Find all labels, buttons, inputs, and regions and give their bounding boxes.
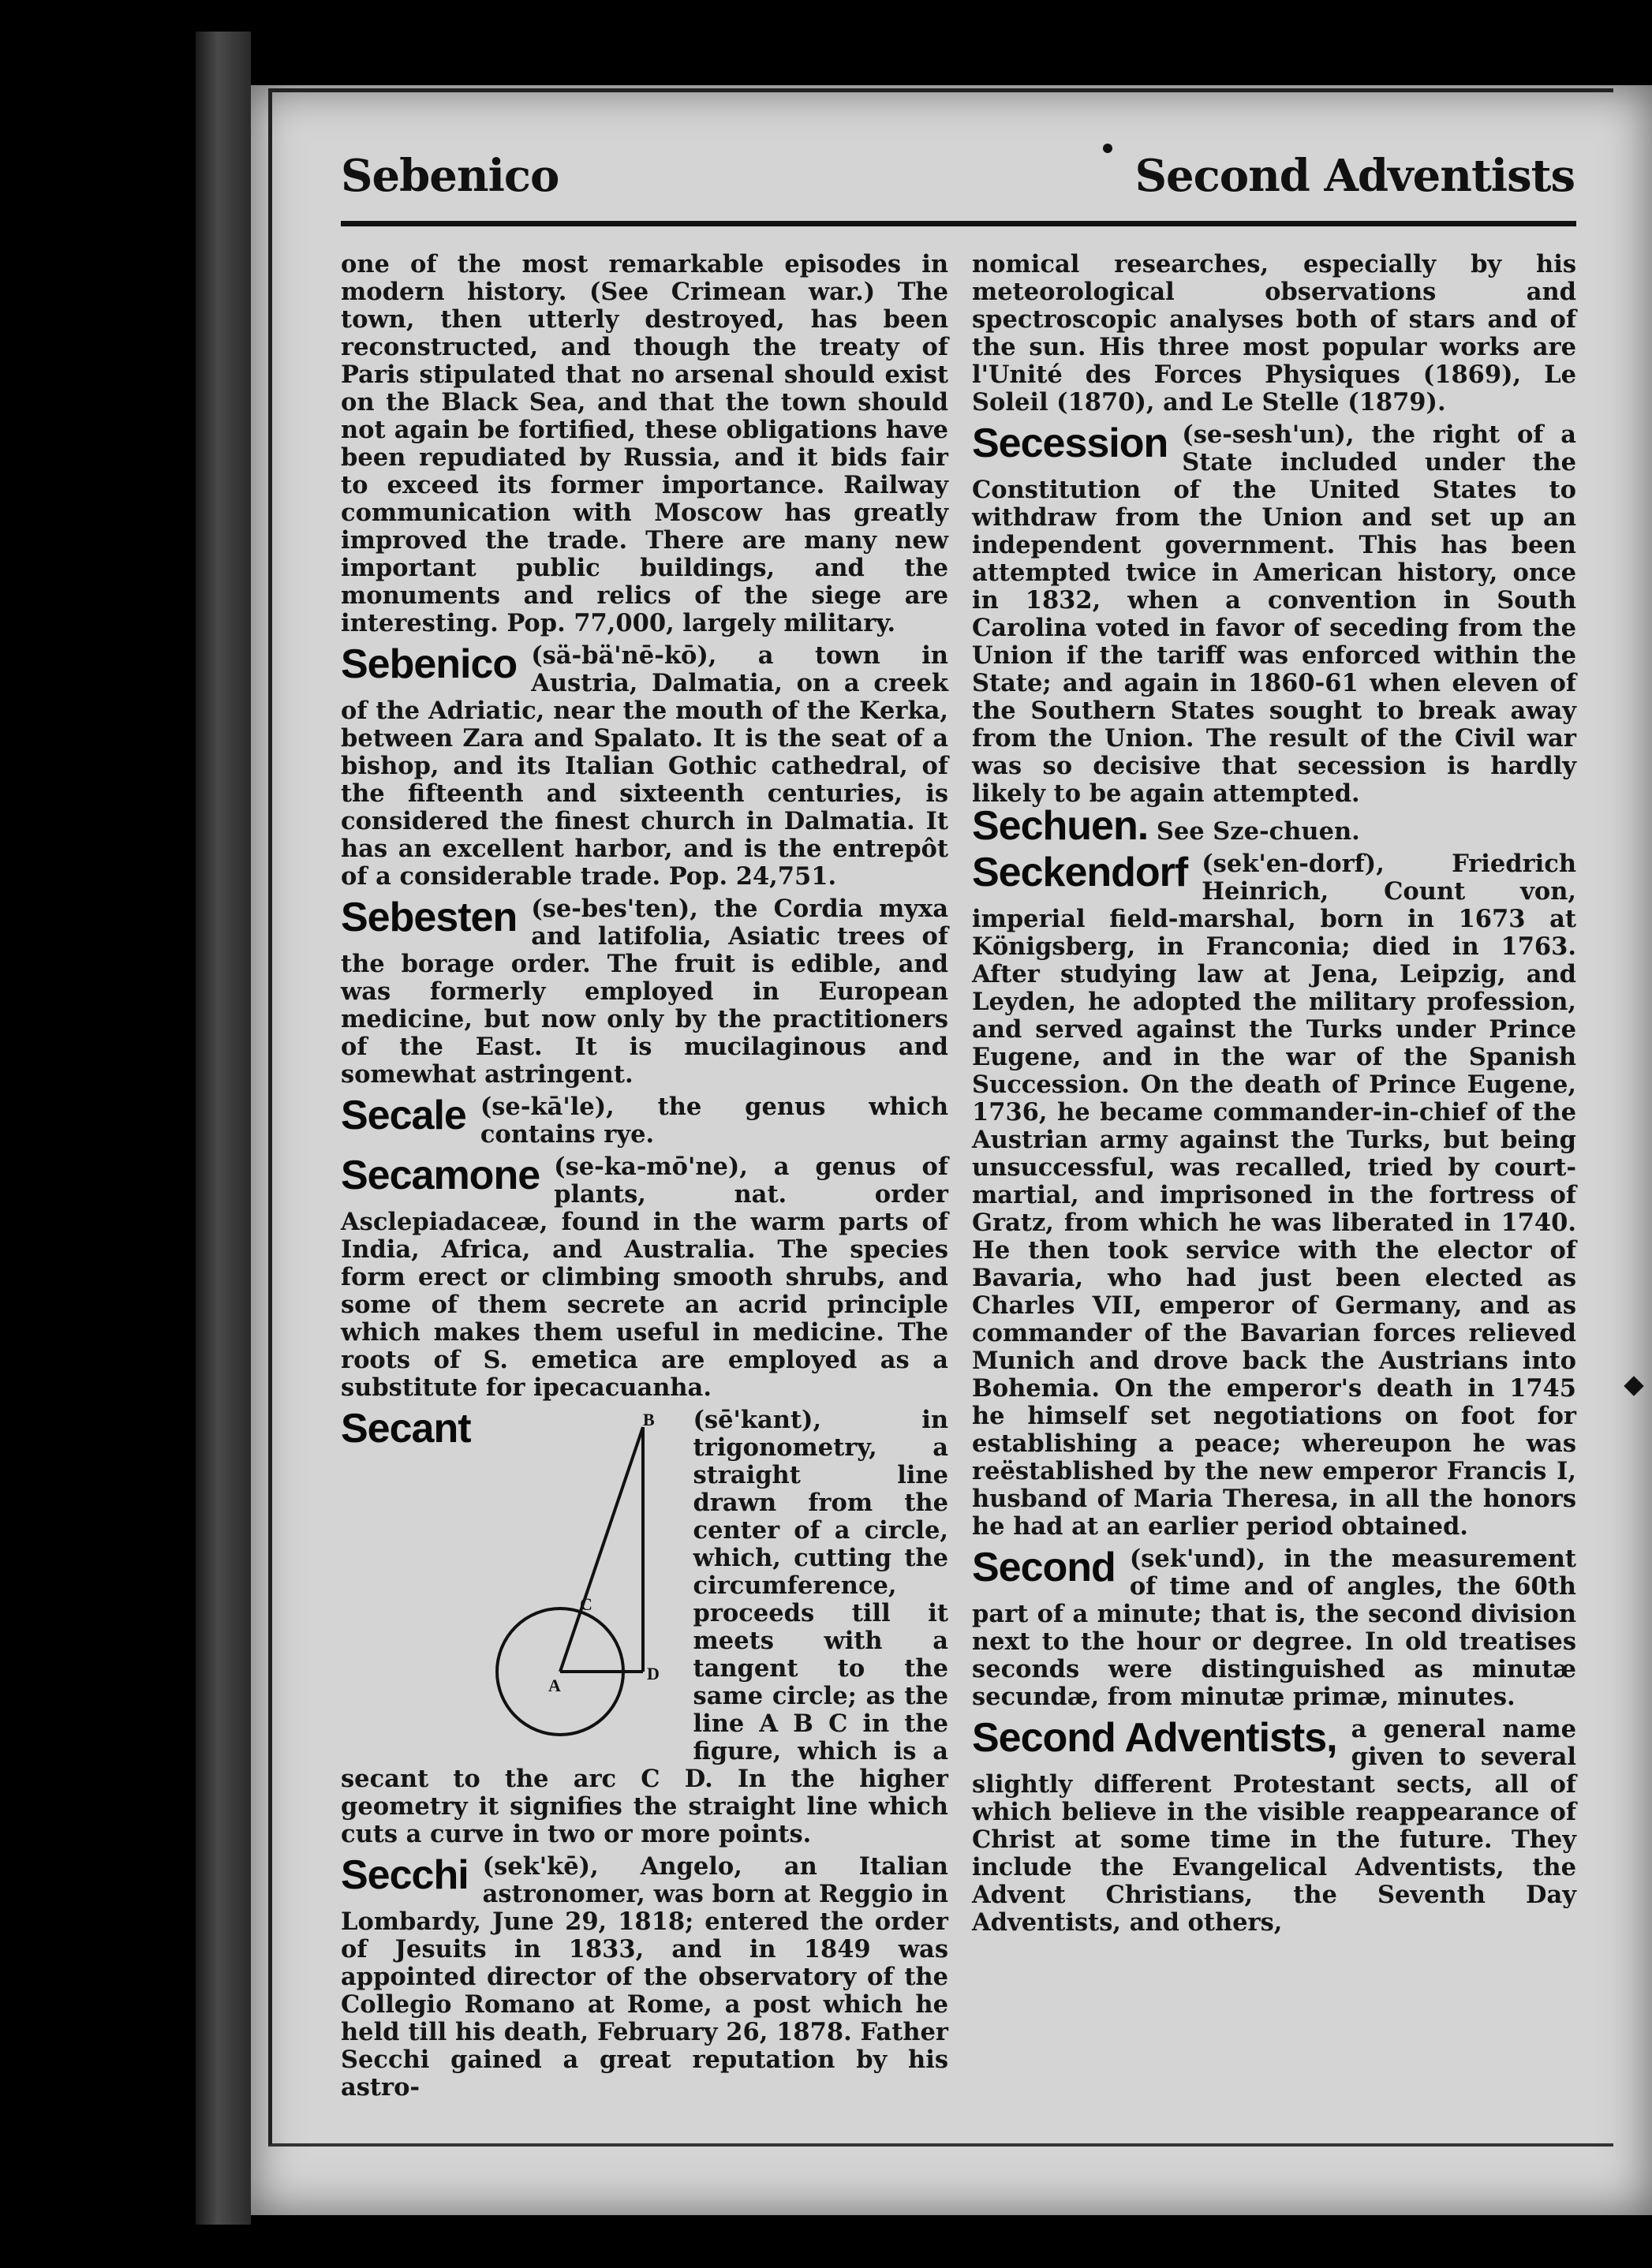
continued-text: one of the most remarkable episodes in modern history. (See Crimean war.) The town, then utterly destroyed, has been reconstructed, and though the treaty of Paris stipulated that no arsenal should exist on the Black Sea, and that the town should not again be fortified, these obligations have been repudiated by Russia, and it bids fair to exceed its former importance. Railway communication with Moscow has greatly improved the trade. There are many new important public buildings, and the monuments and relics of the siege are interesting. Pop. 77,000, largely military. bbox=[341, 250, 948, 637]
entry-secale bbox=[341, 1093, 948, 1149]
headword: Secamone bbox=[341, 1153, 540, 1198]
entry-sebesten bbox=[341, 895, 948, 1089]
entry-secant bbox=[341, 1407, 948, 1848]
entry-text: (sä-bä'nē-kō), a town in Austria, Dalmatia, on a creek of the Adriatic, near the mouth of the Kerka, between Zara and Spalato. It is the seat of a bishop, and its Italian Gothic cathedral, of the fifteenth and sixteenth centuries, is considered the finest church in Dalmatia. It has an excellent harbor, and is the entrepôt of a considerable trade. Pop. 24,751. bbox=[341, 641, 948, 891]
entry-text: (se-bes'ten), the Cordia myxa and latifolia, Asiatic trees of the borage order. The fruit is edible, and was formerly employed in European medicine, but now only by the practitioners of the East. It is mucilaginous and somewhat astringent. bbox=[341, 895, 948, 1089]
headword: Second Adventists, bbox=[972, 1715, 1337, 1761]
entry-text: (se-sesh'un), the right of a State included under the Constitution of the United States to withdraw from the Union and set up an independent government. This has been attempted twice in American history, once in 1832, when a convention in South Carolina voted in favor of seceding from the Union if the tariff was enforced within the State; and again in 1860-61 when eleven of the Southern States sought to break away from the Union. The result of the Civil war was so decisive that secession is hardly likely to be again attempted. bbox=[972, 420, 1576, 808]
entry-text: (sek'und), in the measurement of time and of angles, the 60th part of a minute; that is, the second division next to the hour or degree. In old treatises seconds were distinguished as minutæ secundæ, from minutæ primæ, minutes. bbox=[972, 1545, 1576, 1711]
entry-text: (se-ka-mō'ne), a genus of plants, nat. order Asclepiadaceæ, found in the warm parts of India, Africa, and Australia. The species form erect or climbing smooth shrubs, and some of them secrete an acrid principle which makes them useful in medicine. The roots of S. emetica are employed as a substitute for ipecacuanha. bbox=[341, 1153, 948, 1402]
entry-text: (se-kā'le), the genus which contains rye. bbox=[480, 1093, 948, 1149]
entry-second-adventists bbox=[972, 1716, 1576, 1937]
left-guide-word: Sebenico bbox=[341, 150, 559, 202]
entry-text: See Sze-chuen. bbox=[1156, 817, 1360, 846]
entry-text: (sek'kē), Angelo, an Italian astronomer, was born at Reggio in Lombardy, June 29, 1818; entered the order of Jesuits in 1833, and in 1849 was appointed director of the observatory of the Collegio Romano at Rome, a post which he held till his death, February 26, 1878. Father Secchi gained a great reputation by his astro- bbox=[341, 1852, 948, 2102]
secant-figure bbox=[485, 1411, 682, 1743]
header-rule bbox=[341, 221, 1576, 226]
entry-secchi bbox=[341, 1853, 948, 2102]
entry-sebenico bbox=[341, 642, 948, 891]
entry-text: (sē'kant), in trigonometry, a straight line drawn from the center of a circle, which, cutting the circumference, proceeds till it meets with a tangent to the same circle; as the line A B C in the figure, which is a secant to the arc C D. In the higher geometry it signifies the straight line which cuts a curve in two or more points. bbox=[341, 1406, 948, 1848]
headword: Sechuen. bbox=[972, 803, 1149, 849]
headword: Secession bbox=[972, 420, 1168, 466]
entry-secession bbox=[972, 421, 1576, 808]
continued-text: nomical researches, especially by his meteorological observations and spectroscopic analyses both of stars and of the sun. His three most popular works are l'Unité des Forces Physiques (1869), Le Soleil (1870), and Le Stelle (1879). bbox=[972, 250, 1576, 417]
label-d: D bbox=[646, 1664, 660, 1683]
headword: Second bbox=[972, 1545, 1116, 1590]
entry-sechuen bbox=[972, 803, 1576, 849]
entry-secamone bbox=[341, 1153, 948, 1402]
scan-binding-shadow bbox=[196, 32, 251, 2225]
headword: Secale bbox=[341, 1093, 466, 1138]
right-column bbox=[972, 251, 1576, 1941]
entry-second bbox=[972, 1545, 1576, 1711]
headword: Sebenico bbox=[341, 641, 518, 687]
left-column bbox=[341, 251, 948, 2106]
headword: Sebesten bbox=[341, 895, 518, 940]
entry-text: a general name given to several slightly different Protestant sects, all of which believe in the visible reappearance of Christ at some time in the future. They include the Evangelical Adventists, the Advent Christians, the Seventh Day Adventists, and others, bbox=[972, 1715, 1576, 1937]
right-guide-word: Second Adventists bbox=[1134, 150, 1575, 202]
speck-mark bbox=[1103, 144, 1112, 153]
secant-diagram bbox=[485, 1411, 682, 1743]
headword: Seckendorf bbox=[972, 850, 1188, 895]
secant-line bbox=[560, 1427, 643, 1672]
entry-text: (sek'en-dorf), Friedrich Heinrich, Count von, imperial field-marshal, born in 1673 at Königsberg, in Franconia; died in 1763. After studying law at Jena, Leipzig, and Leyden, he adopted the military profession, and served against the Turks under Prince Eugene, and in the war of the Spanish Succession. On the death of Prince Eugene, 1736, he became commander-in-chief of the Austrian army against the Turks, but being unsuccessful, was recalled, tried by court-martial, and imprisoned in the fortress of Gratz, from which he was liberated in 1740. He then took service with the elector of Bavaria, who had just been elected as Charles VII, emperor of Germany, and as commander of the Bavarian forces relieved Munich and drove back the Austrians into Bohemia. On the emperor's death in 1745 he himself set negotiations on foot for establishing a peace; whereupon he was reëstablished by the new emperor Francis I, husband of Maria Theresa, in all the honors he had at an earlier period obtained. bbox=[972, 850, 1576, 1541]
label-b: B bbox=[642, 1411, 655, 1429]
headword: Secant bbox=[341, 1406, 471, 1452]
label-a: A bbox=[548, 1676, 561, 1695]
label-c: C bbox=[579, 1594, 592, 1614]
entry-seckendorf bbox=[972, 850, 1576, 1541]
headword: Secchi bbox=[341, 1852, 469, 1898]
